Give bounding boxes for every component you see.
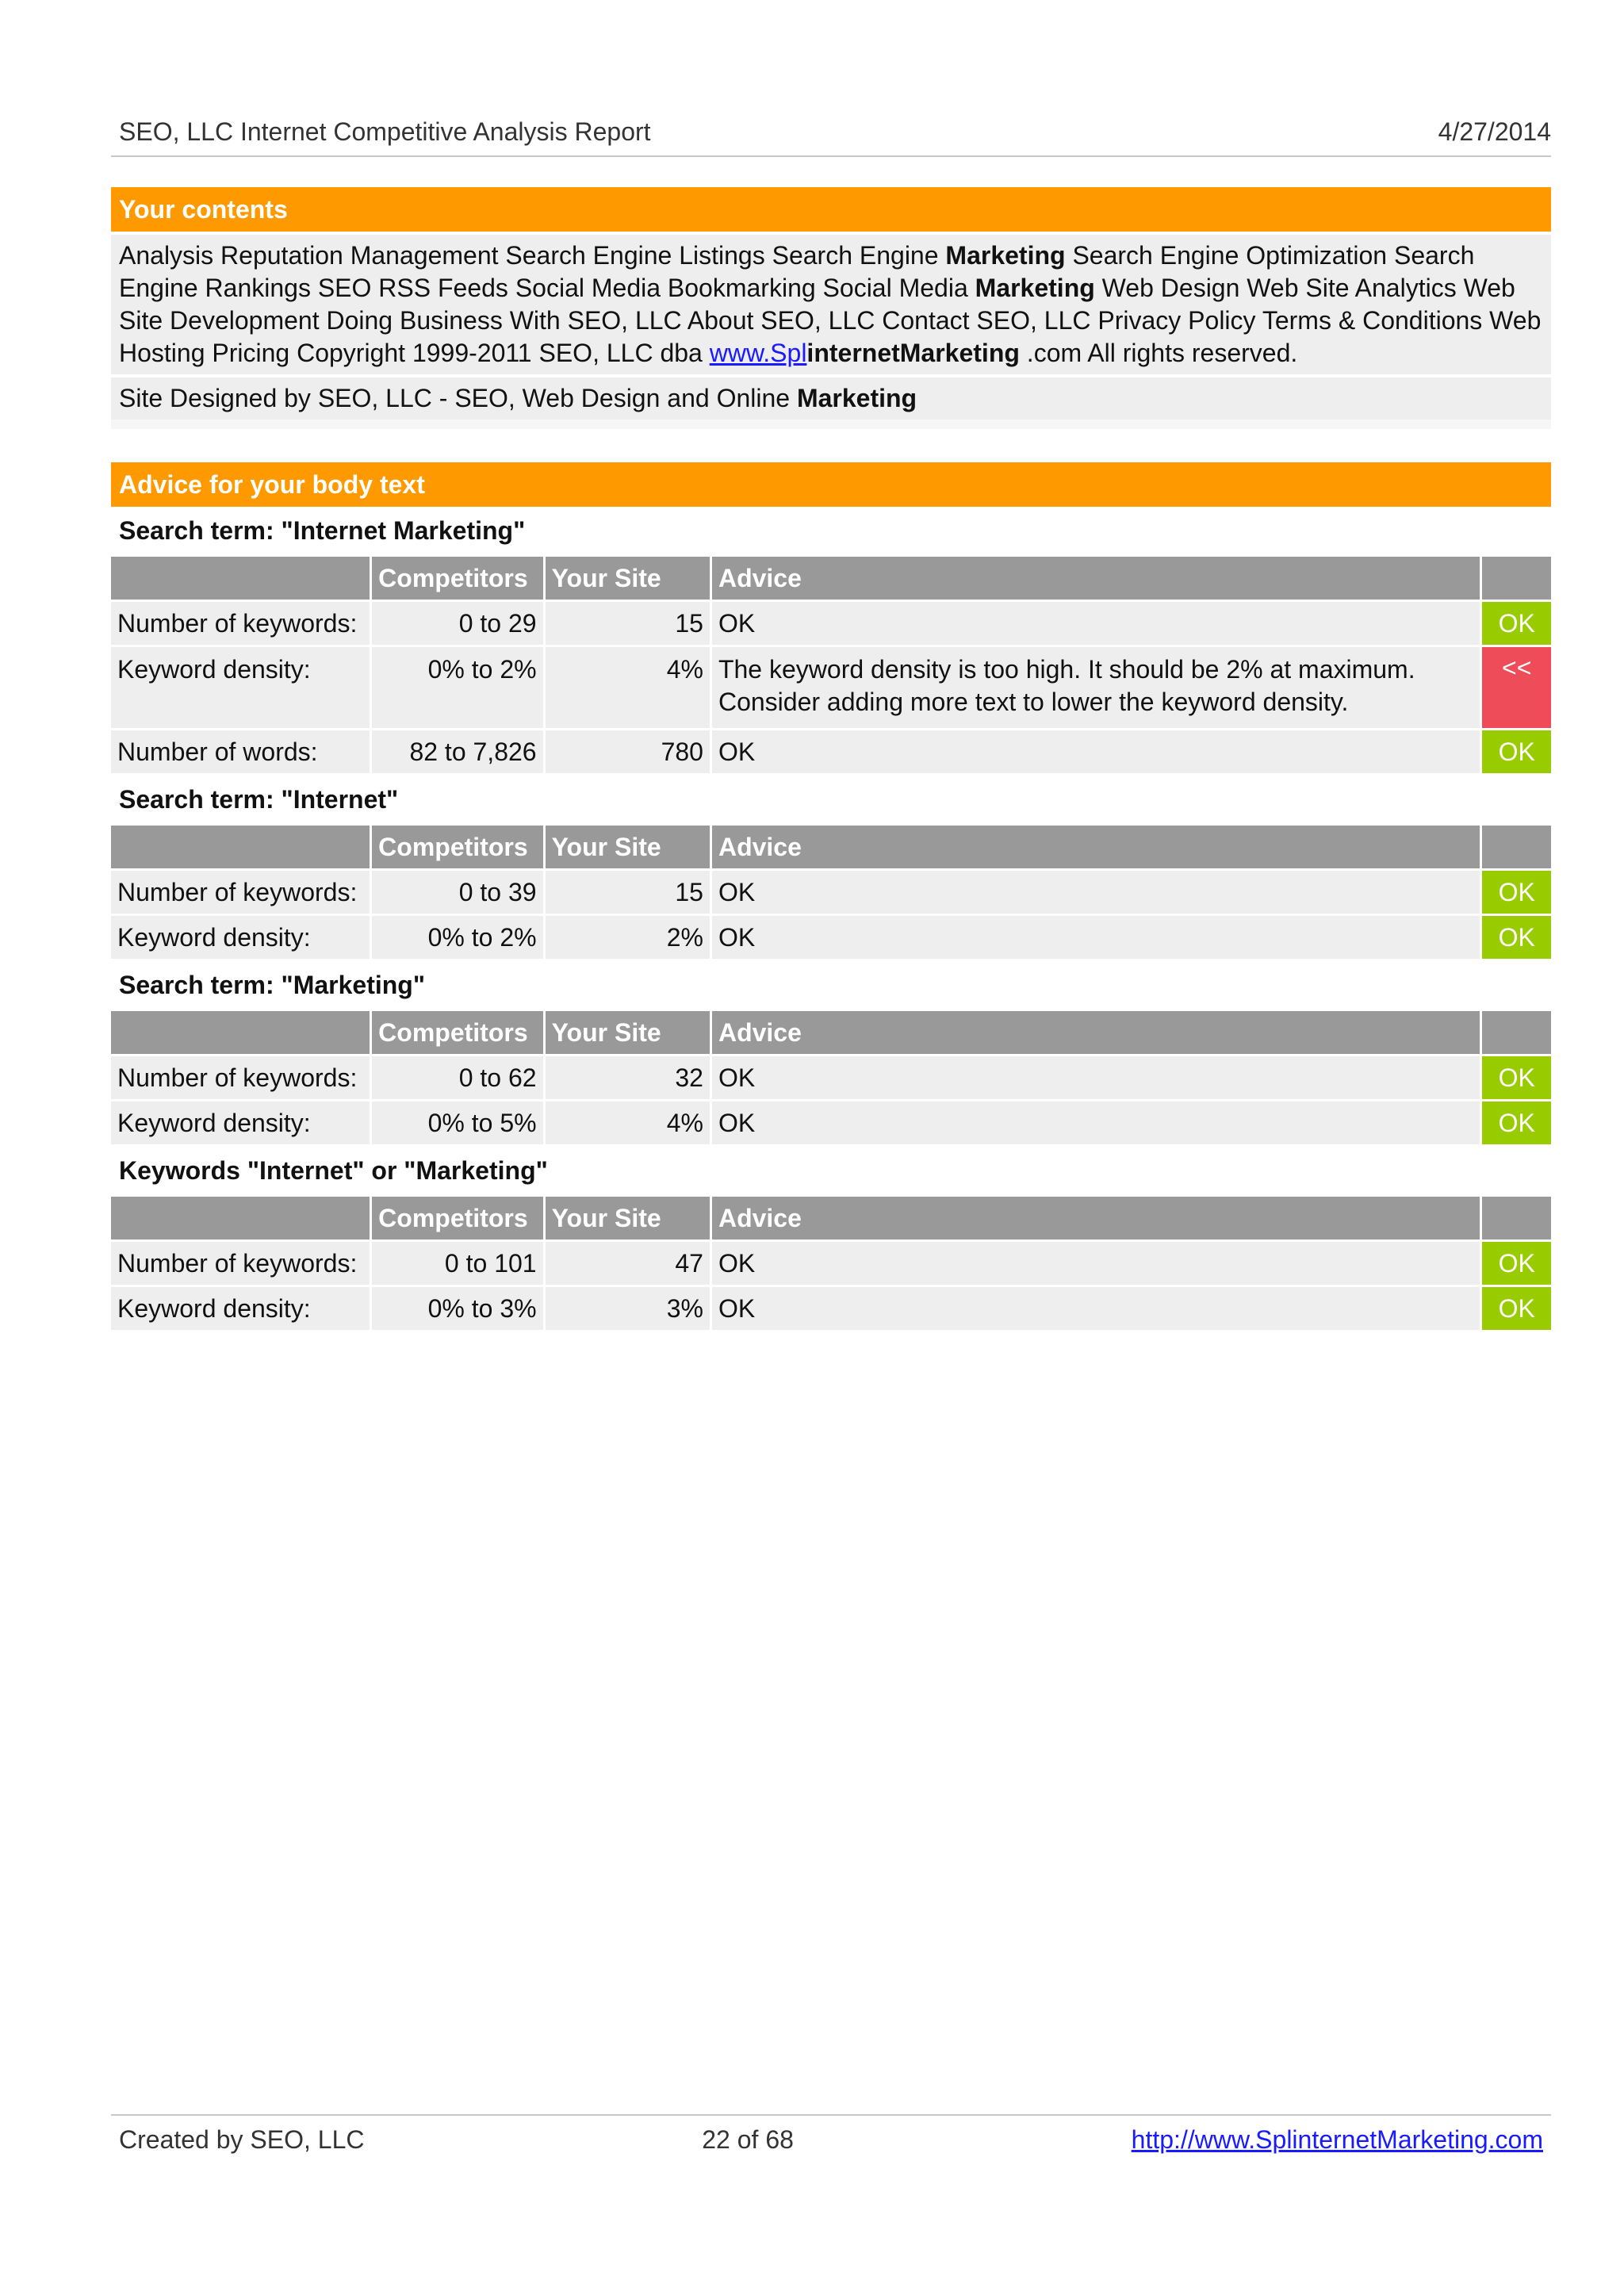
advice-text: OK bbox=[712, 1102, 1480, 1144]
competitors-range: 0% to 3% bbox=[372, 1287, 542, 1330]
your-site-value: 3% bbox=[546, 1287, 710, 1330]
table-row bbox=[111, 1102, 1551, 1144]
page-content bbox=[111, 187, 1551, 1332]
your-site-value: 32 bbox=[546, 1056, 710, 1099]
your-site-value: 15 bbox=[546, 871, 710, 914]
advice-text: OK bbox=[712, 916, 1480, 959]
column-header: Your Site bbox=[546, 1197, 710, 1239]
metric-label: Number of keywords: bbox=[111, 602, 370, 645]
site-designed-line: Site Designed by SEO, LLC - SEO, Web Design and Online Marketing bbox=[111, 377, 1551, 420]
your-site-value: 47 bbox=[546, 1242, 710, 1285]
metric-label: Keyword density: bbox=[111, 1102, 370, 1144]
status-badge: OK bbox=[1482, 730, 1551, 773]
status-badge: OK bbox=[1482, 1242, 1551, 1285]
your-site-value: 2% bbox=[546, 916, 710, 959]
report-date: 4/27/2014 bbox=[1438, 117, 1551, 146]
search-term-label: Search term: "Marketing" bbox=[119, 971, 426, 999]
advice-text: OK bbox=[712, 730, 1480, 773]
table-header-row bbox=[111, 826, 1551, 868]
competitors-range: 0 to 62 bbox=[372, 1056, 542, 1099]
status-badge: << bbox=[1482, 647, 1551, 728]
column-header: Your Site bbox=[546, 826, 710, 868]
column-header bbox=[111, 826, 370, 868]
advice-text: OK bbox=[712, 1056, 1480, 1099]
advice-table bbox=[109, 1009, 1553, 1147]
competitors-range: 82 to 7,826 bbox=[372, 730, 542, 773]
metric-label: Keyword density: bbox=[111, 1287, 370, 1330]
metric-label: Number of words: bbox=[111, 730, 370, 773]
advice-groups bbox=[111, 507, 1551, 1332]
table-header-row bbox=[111, 1197, 1551, 1239]
column-header: Competitors bbox=[372, 557, 542, 600]
competitors-range: 0 to 29 bbox=[372, 602, 542, 645]
header-divider bbox=[111, 155, 1551, 157]
column-header: Advice bbox=[712, 1197, 1480, 1239]
advice-table bbox=[109, 823, 1553, 961]
status-badge: OK bbox=[1482, 871, 1551, 914]
report-title: SEO, LLC Internet Competitive Analysis Report bbox=[119, 117, 651, 146]
status-badge: OK bbox=[1482, 602, 1551, 645]
table-row bbox=[111, 1056, 1551, 1099]
status-badge: OK bbox=[1482, 1287, 1551, 1330]
section-gap bbox=[111, 420, 1551, 429]
table-row bbox=[111, 1287, 1551, 1330]
advice-text: OK bbox=[712, 1287, 1480, 1330]
table-row bbox=[111, 916, 1551, 959]
footer-divider bbox=[111, 2114, 1551, 2116]
status-badge: OK bbox=[1482, 916, 1551, 959]
column-header bbox=[1482, 1197, 1551, 1239]
competitors-range: 0% to 2% bbox=[372, 647, 542, 728]
advice-text: OK bbox=[712, 602, 1480, 645]
column-header: Advice bbox=[712, 826, 1480, 868]
column-header: Advice bbox=[712, 557, 1480, 600]
metric-label: Keyword density: bbox=[111, 647, 370, 728]
competitors-range: 0 to 39 bbox=[372, 871, 542, 914]
column-header: Competitors bbox=[372, 1197, 542, 1239]
metric-label: Keyword density: bbox=[111, 916, 370, 959]
table-row bbox=[111, 1242, 1551, 1285]
search-term-label: Keywords "Internet" or "Marketing" bbox=[119, 1156, 548, 1185]
status-badge: OK bbox=[1482, 1102, 1551, 1144]
your-site-value: 4% bbox=[546, 647, 710, 728]
advice-text: The keyword density is too high. It should be 2% at maximum. Consider adding more text to lower the keyword density. bbox=[712, 647, 1480, 728]
competitors-range: 0% to 2% bbox=[372, 916, 542, 959]
column-header bbox=[1482, 1011, 1551, 1054]
column-header bbox=[111, 1011, 370, 1054]
your-site-value: 15 bbox=[546, 602, 710, 645]
advice-text: OK bbox=[712, 871, 1480, 914]
page-footer bbox=[119, 2125, 1543, 2155]
column-header bbox=[1482, 826, 1551, 868]
advice-heading: Advice for your body text bbox=[111, 462, 1551, 507]
column-header: Your Site bbox=[546, 1011, 710, 1054]
competitors-range: 0% to 5% bbox=[372, 1102, 542, 1144]
your-site-value: 780 bbox=[546, 730, 710, 773]
search-term-label: Search term: "Internet" bbox=[119, 785, 399, 814]
page-number: 22 of 68 bbox=[702, 2125, 794, 2154]
contents-paragraph: Analysis Reputation Management Search Engine Listings Search Engine Marketing Search Engine Optimization Search Engine Rankings SEO RSS Feeds Social Media Bookmarking Social Media Marketing Web Design Web Site Analytics Web Site Development Doing Business With SEO, LLC About SEO, LLC Contact SEO, LLC Privacy Policy Terms & Conditions Web Hosting Pricing Copyright 1999-2011 SEO, LLC dba www.SplinternetMarketing .com All rights reserved. bbox=[111, 235, 1551, 374]
table-row bbox=[111, 602, 1551, 645]
competitors-range: 0 to 101 bbox=[372, 1242, 542, 1285]
your-site-value: 4% bbox=[546, 1102, 710, 1144]
column-header: Advice bbox=[712, 1011, 1480, 1054]
footer-url-link[interactable]: http://www.SplinternetMarketing.com bbox=[1131, 2125, 1543, 2154]
advice-text: OK bbox=[712, 1242, 1480, 1285]
table-header-row bbox=[111, 1011, 1551, 1054]
splinternet-link[interactable]: www.Spl bbox=[709, 339, 807, 367]
column-header bbox=[111, 557, 370, 600]
metric-label: Number of keywords: bbox=[111, 1242, 370, 1285]
page-header bbox=[119, 117, 1551, 147]
advice-table bbox=[109, 1194, 1553, 1332]
your-contents-heading: Your contents bbox=[111, 187, 1551, 232]
table-row bbox=[111, 730, 1551, 773]
status-badge: OK bbox=[1482, 1056, 1551, 1099]
metric-label: Number of keywords: bbox=[111, 871, 370, 914]
advice-table bbox=[109, 554, 1553, 776]
column-header: Competitors bbox=[372, 826, 542, 868]
footer-created-by: Created by SEO, LLC bbox=[119, 2125, 365, 2154]
column-header bbox=[1482, 557, 1551, 600]
table-header-row bbox=[111, 557, 1551, 600]
column-header: Your Site bbox=[546, 557, 710, 600]
table-row bbox=[111, 647, 1551, 728]
metric-label: Number of keywords: bbox=[111, 1056, 370, 1099]
column-header bbox=[111, 1197, 370, 1239]
search-term-label: Search term: "Internet Marketing" bbox=[119, 516, 526, 545]
column-header: Competitors bbox=[372, 1011, 542, 1054]
table-row bbox=[111, 871, 1551, 914]
